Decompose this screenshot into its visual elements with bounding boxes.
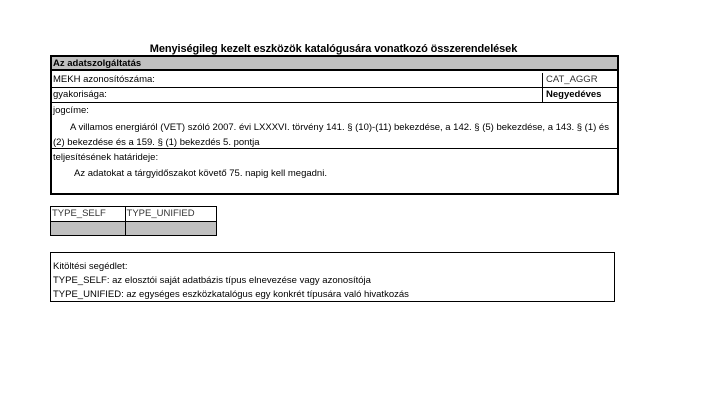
deadline-text: Az adatokat a tárgyidőszakot követő 75. napig kell megadni. (74, 168, 327, 179)
page-title: Menyiségileg kezelt eszközök katalógusára vonatkozó összerendelések (149, 43, 518, 55)
frequency-value-cell[interactable]: Negyedéves (542, 88, 617, 102)
type-self-input-cell[interactable] (51, 221, 126, 236)
table-header-row (51, 207, 217, 222)
legal-basis-text: A villamos energiáról (VET) szóló 2007. évi LXXXVI. törvény 141. § (10)-(11) bekezdése, a 142. § (5) bekezdése, a 143. § (1) és (2) bekezdése és a 159. § (1) bekezdés 5. pontja (53, 122, 609, 148)
help-line-type-unified: TYPE_UNIFIED: az egységes eszközkatalógus egy konkrét típusára való hivatkozás (53, 289, 409, 300)
legal-basis-label: jogcíme: (53, 105, 89, 116)
frequency-label: gyakorisága: (53, 89, 107, 100)
column-header-type-self[interactable]: TYPE_SELF (51, 207, 126, 222)
deadline-label: teljesítésének határideje: (53, 152, 159, 163)
frequency-row (52, 88, 617, 103)
mekh-row (52, 73, 617, 88)
type-unified-input-cell[interactable] (125, 221, 216, 236)
help-line-type-self: TYPE_SELF: az elosztói saját adatbázis típus elnevezése vagy azonosítója (53, 275, 371, 286)
column-header-type-unified[interactable]: TYPE_UNIFIED (125, 207, 216, 222)
table-row (51, 221, 217, 236)
type-mapping-table (50, 206, 217, 236)
section-header: Az adatszolgáltatás (52, 57, 617, 71)
help-box (50, 252, 615, 302)
mekh-value-cell[interactable]: CAT_AGGR (542, 73, 617, 87)
mekh-label: MEKH azonosítószáma: (53, 74, 155, 85)
deadline-row (52, 148, 617, 193)
help-title: Kitöltési segédlet: (53, 261, 128, 272)
data-service-box (50, 55, 619, 195)
